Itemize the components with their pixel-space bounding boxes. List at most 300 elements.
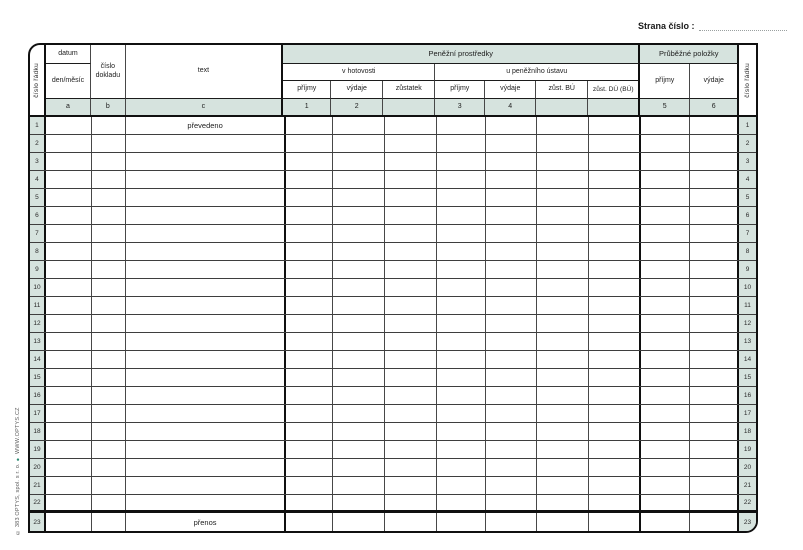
cell-ustav-vydaje bbox=[486, 351, 537, 368]
cell-ustav-vydaje bbox=[486, 297, 537, 314]
journal-row bbox=[30, 279, 756, 297]
cell-datum bbox=[46, 315, 92, 332]
cell-text bbox=[126, 315, 285, 332]
cell-hotovost-vydaje bbox=[333, 225, 385, 242]
cell-hotovost-prijmy bbox=[286, 441, 334, 458]
row-num-right: 6 bbox=[739, 207, 756, 224]
row-num-right: 1 bbox=[739, 117, 756, 134]
cell-hotovost-zustatek bbox=[385, 513, 437, 531]
cell-hotovost-vydaje bbox=[333, 171, 385, 188]
cell-zust-du-bu bbox=[589, 315, 641, 332]
page-number-field bbox=[638, 20, 787, 31]
cell-ustav-prijmy bbox=[437, 333, 487, 350]
cell-cislo-dokladu bbox=[92, 441, 127, 458]
cell-datum bbox=[46, 243, 92, 260]
u-penezniho-ustavu-header: u peněžního ústavu bbox=[435, 64, 640, 81]
cell-text bbox=[126, 135, 285, 152]
cell-prubezne-vydaje bbox=[690, 171, 739, 188]
cell-hotovost-vydaje bbox=[333, 477, 385, 494]
cell-ustav-vydaje bbox=[486, 117, 537, 134]
cell-hotovost-vydaje bbox=[333, 189, 385, 206]
cell-hotovost-prijmy bbox=[286, 459, 334, 476]
cell-zust-du-bu bbox=[589, 387, 641, 404]
row-num-left: 13 bbox=[30, 333, 46, 350]
cell-datum bbox=[46, 153, 92, 170]
cislo-radku-vertical-label-left: číslo řádku bbox=[33, 62, 41, 98]
cell-text bbox=[126, 423, 285, 440]
row-num-left: 15 bbox=[30, 369, 46, 386]
cell-hotovost-zustatek bbox=[385, 153, 437, 170]
cell-prubezne-vydaje bbox=[690, 351, 739, 368]
cell-text bbox=[126, 387, 285, 404]
journal-row bbox=[30, 189, 756, 207]
cell-zust-du-bu bbox=[589, 261, 641, 278]
row-num-left: 23 bbox=[30, 513, 46, 531]
col-number-6: 6 bbox=[690, 99, 739, 115]
cell-cislo-dokladu bbox=[92, 297, 127, 314]
cell-cislo-dokladu bbox=[92, 261, 127, 278]
cell-hotovost-zustatek bbox=[385, 279, 437, 296]
cell-hotovost-vydaje bbox=[333, 315, 385, 332]
cell-datum bbox=[46, 387, 92, 404]
cell-text bbox=[126, 297, 285, 314]
row-number-header-right bbox=[739, 45, 756, 115]
cell-ustav-prijmy bbox=[437, 459, 487, 476]
row-num-left: 12 bbox=[30, 315, 46, 332]
cell-hotovost-prijmy bbox=[286, 387, 334, 404]
journal-row bbox=[30, 405, 756, 423]
row-num-right: 2 bbox=[739, 135, 756, 152]
cell-ustav-vydaje bbox=[486, 135, 537, 152]
cell-zust-du-bu bbox=[589, 405, 641, 422]
cell-zust-du-bu bbox=[589, 189, 641, 206]
cell-ustav-vydaje bbox=[486, 279, 537, 296]
row-num-right: 5 bbox=[739, 189, 756, 206]
column-datum bbox=[46, 45, 91, 115]
cell-ustav-vydaje bbox=[486, 153, 537, 170]
cell-ustav-prijmy bbox=[437, 225, 487, 242]
cell-hotovost-vydaje bbox=[333, 441, 385, 458]
cell-prubezne-vydaje bbox=[690, 459, 739, 476]
cell-ustav-vydaje bbox=[486, 369, 537, 386]
cell-prubezne-vydaje bbox=[690, 477, 739, 494]
cell-zust-du-bu bbox=[589, 117, 641, 134]
cell-prubezne-vydaje bbox=[690, 297, 739, 314]
row-num-left: 21 bbox=[30, 477, 46, 494]
col-number-blank-zdu bbox=[588, 99, 640, 115]
row-num-right: 9 bbox=[739, 261, 756, 278]
cell-ustav-prijmy bbox=[437, 189, 487, 206]
col-letter-a: a bbox=[46, 99, 91, 115]
cell-hotovost-vydaje bbox=[333, 207, 385, 224]
cell-zust-du-bu bbox=[589, 135, 641, 152]
cell-datum bbox=[46, 459, 92, 476]
cell-hotovost-vydaje bbox=[333, 117, 385, 134]
row-num-right: 19 bbox=[739, 441, 756, 458]
col-number-3: 3 bbox=[435, 99, 485, 115]
cell-zust-bu bbox=[537, 225, 589, 242]
cell-zust-du-bu bbox=[589, 279, 641, 296]
cell-cislo-dokladu bbox=[92, 477, 127, 494]
cell-hotovost-zustatek bbox=[385, 315, 437, 332]
journal-row bbox=[30, 423, 756, 441]
cell-cislo-dokladu bbox=[92, 189, 127, 206]
cell-ustav-prijmy bbox=[437, 405, 487, 422]
cell-zust-bu bbox=[537, 405, 589, 422]
row-num-right: 13 bbox=[739, 333, 756, 350]
hotovost-vydaje-header: výdaje bbox=[331, 81, 383, 99]
cell-ustav-vydaje bbox=[486, 243, 537, 260]
cell-hotovost-zustatek bbox=[385, 351, 437, 368]
cell-cislo-dokladu bbox=[92, 513, 127, 531]
row-num-right: 17 bbox=[739, 405, 756, 422]
cell-hotovost-zustatek bbox=[385, 477, 437, 494]
cell-hotovost-vydaje bbox=[333, 333, 385, 350]
cell-zust-bu bbox=[537, 333, 589, 350]
cell-datum bbox=[46, 351, 92, 368]
datum-header: datum bbox=[46, 45, 91, 64]
journal-row bbox=[30, 207, 756, 225]
column-zust-bu bbox=[536, 81, 588, 115]
cell-zust-bu bbox=[537, 441, 589, 458]
group-penezni-prostredky bbox=[283, 45, 640, 115]
cell-prubezne-vydaje bbox=[690, 405, 739, 422]
cell-datum bbox=[46, 189, 92, 206]
row-num-right: 14 bbox=[739, 351, 756, 368]
cell-zust-bu bbox=[537, 153, 589, 170]
ustav-vydaje-header: výdaje bbox=[485, 81, 536, 99]
cell-zust-du-bu bbox=[589, 243, 641, 260]
cell-hotovost-vydaje bbox=[333, 243, 385, 260]
row-num-right: 3 bbox=[739, 153, 756, 170]
column-hotovost-zustatek bbox=[383, 81, 435, 115]
cell-hotovost-vydaje bbox=[333, 279, 385, 296]
cell-hotovost-vydaje bbox=[333, 369, 385, 386]
cell-prubezne-vydaje bbox=[690, 189, 739, 206]
row-num-left: 3 bbox=[30, 153, 46, 170]
cell-ustav-vydaje bbox=[486, 387, 537, 404]
cell-zust-du-bu bbox=[589, 297, 641, 314]
cell-hotovost-prijmy bbox=[286, 495, 334, 510]
cell-ustav-prijmy bbox=[437, 513, 487, 531]
text-header: text bbox=[126, 45, 284, 99]
cell-prubezne-vydaje bbox=[690, 153, 739, 170]
form-header bbox=[30, 45, 756, 115]
cell-hotovost-zustatek bbox=[385, 117, 437, 134]
cell-datum bbox=[46, 261, 92, 278]
cell-hotovost-zustatek bbox=[385, 333, 437, 350]
cell-hotovost-prijmy bbox=[286, 513, 334, 531]
cell-prubezne-prijmy bbox=[641, 189, 691, 206]
row-num-left: 10 bbox=[30, 279, 46, 296]
cell-cislo-dokladu bbox=[92, 117, 127, 134]
col-number-blank-zbu bbox=[536, 99, 588, 115]
cell-cislo-dokladu bbox=[92, 351, 127, 368]
cell-hotovost-prijmy bbox=[286, 405, 334, 422]
cell-datum bbox=[46, 171, 92, 188]
ustav-columns bbox=[435, 81, 640, 115]
cell-datum bbox=[46, 513, 92, 531]
cell-hotovost-vydaje bbox=[333, 135, 385, 152]
penezni-prostredky-header: Peněžní prostředky bbox=[283, 45, 640, 64]
cell-ustav-prijmy bbox=[437, 117, 487, 134]
cell-prubezne-prijmy bbox=[641, 513, 691, 531]
green-dot-icon: ● bbox=[15, 455, 21, 462]
cell-hotovost-zustatek bbox=[385, 243, 437, 260]
cell-hotovost-prijmy bbox=[286, 243, 334, 260]
cell-ustav-vydaje bbox=[486, 405, 537, 422]
cell-zust-bu bbox=[537, 513, 589, 531]
cell-text: převedeno bbox=[126, 117, 285, 134]
col-number-4: 4 bbox=[485, 99, 536, 115]
cell-hotovost-vydaje bbox=[333, 513, 385, 531]
cell-cislo-dokladu bbox=[92, 243, 127, 260]
cell-cislo-dokladu bbox=[92, 495, 127, 510]
cell-ustav-vydaje bbox=[486, 459, 537, 476]
row-num-right: 18 bbox=[739, 423, 756, 440]
column-zust-du-bu bbox=[588, 81, 640, 115]
cell-zust-du-bu bbox=[589, 423, 641, 440]
cell-hotovost-zustatek bbox=[385, 189, 437, 206]
journal-row bbox=[30, 369, 756, 387]
journal-row bbox=[30, 135, 756, 153]
cell-ustav-vydaje bbox=[486, 495, 537, 510]
group-prubezne-polozky bbox=[640, 45, 739, 115]
page-number-blank-line bbox=[699, 20, 787, 31]
cell-cislo-dokladu bbox=[92, 459, 127, 476]
copyright-text: © 383 OPTYS, spol. s r. o. bbox=[15, 463, 21, 535]
cell-hotovost-zustatek bbox=[385, 171, 437, 188]
prubezne-polozky-header: Průběžné položky bbox=[640, 45, 739, 64]
cell-prubezne-prijmy bbox=[641, 225, 691, 242]
cell-text bbox=[126, 189, 285, 206]
zust-du-bu-header: zůst. DÚ (BÚ) bbox=[588, 81, 640, 99]
cell-hotovost-prijmy bbox=[286, 171, 334, 188]
form-rows bbox=[30, 117, 756, 531]
cell-ustav-vydaje bbox=[486, 207, 537, 224]
cell-prubezne-prijmy bbox=[641, 495, 691, 510]
journal-row bbox=[30, 261, 756, 279]
cell-hotovost-vydaje bbox=[333, 297, 385, 314]
cell-prubezne-prijmy bbox=[641, 351, 691, 368]
cell-ustav-vydaje bbox=[486, 477, 537, 494]
cell-ustav-vydaje bbox=[486, 315, 537, 332]
cell-text bbox=[126, 477, 285, 494]
cell-hotovost-prijmy bbox=[286, 351, 334, 368]
cell-hotovost-zustatek bbox=[385, 495, 437, 510]
cell-zust-bu bbox=[537, 297, 589, 314]
row-num-left: 22 bbox=[30, 495, 46, 510]
cell-cislo-dokladu bbox=[92, 423, 127, 440]
cell-prubezne-prijmy bbox=[641, 459, 691, 476]
cell-hotovost-vydaje bbox=[333, 495, 385, 510]
journal-row bbox=[30, 315, 756, 333]
cell-cislo-dokladu bbox=[92, 387, 127, 404]
cell-prubezne-prijmy bbox=[641, 477, 691, 494]
row-num-left: 4 bbox=[30, 171, 46, 188]
column-text bbox=[126, 45, 284, 115]
cell-cislo-dokladu bbox=[92, 315, 127, 332]
cell-hotovost-prijmy bbox=[286, 225, 334, 242]
journal-row bbox=[30, 441, 756, 459]
journal-row bbox=[30, 225, 756, 243]
row-num-right: 8 bbox=[739, 243, 756, 260]
row-num-left: 20 bbox=[30, 459, 46, 476]
page-number-label: Strana číslo : bbox=[638, 21, 695, 31]
cell-text bbox=[126, 441, 285, 458]
journal-row bbox=[30, 387, 756, 405]
cell-ustav-prijmy bbox=[437, 351, 487, 368]
cell-hotovost-zustatek bbox=[385, 225, 437, 242]
row-num-right: 12 bbox=[739, 315, 756, 332]
cell-zust-bu bbox=[537, 135, 589, 152]
cell-prubezne-vydaje bbox=[690, 513, 739, 531]
cell-cislo-dokladu bbox=[92, 207, 127, 224]
cell-datum bbox=[46, 117, 92, 134]
cell-text bbox=[126, 459, 285, 476]
row-num-left: 2 bbox=[30, 135, 46, 152]
cell-cislo-dokladu bbox=[92, 405, 127, 422]
cell-zust-du-bu bbox=[589, 351, 641, 368]
journal-row bbox=[30, 153, 756, 171]
cell-hotovost-vydaje bbox=[333, 351, 385, 368]
row-num-left: 7 bbox=[30, 225, 46, 242]
cell-text bbox=[126, 405, 285, 422]
ustav-prijmy-header: příjmy bbox=[435, 81, 485, 99]
cell-zust-bu bbox=[537, 279, 589, 296]
cell-cislo-dokladu bbox=[92, 153, 127, 170]
cell-hotovost-zustatek bbox=[385, 297, 437, 314]
row-num-left: 14 bbox=[30, 351, 46, 368]
cell-prubezne-vydaje bbox=[690, 117, 739, 134]
cash-journal-form bbox=[28, 43, 758, 533]
cell-hotovost-vydaje bbox=[333, 387, 385, 404]
journal-row bbox=[30, 477, 756, 495]
cell-hotovost-prijmy bbox=[286, 207, 334, 224]
column-cislo-dokladu bbox=[91, 45, 125, 115]
cell-hotovost-zustatek bbox=[385, 459, 437, 476]
cell-ustav-prijmy bbox=[437, 261, 487, 278]
cell-hotovost-prijmy bbox=[286, 315, 334, 332]
cell-prubezne-prijmy bbox=[641, 207, 691, 224]
cell-ustav-prijmy bbox=[437, 135, 487, 152]
col-number-2: 2 bbox=[331, 99, 383, 115]
row-num-right: 16 bbox=[739, 387, 756, 404]
cell-ustav-prijmy bbox=[437, 423, 487, 440]
cell-prubezne-vydaje bbox=[690, 441, 739, 458]
column-hotovost-vydaje bbox=[331, 81, 383, 115]
column-prubezne-prijmy bbox=[640, 64, 690, 115]
cell-datum bbox=[46, 135, 92, 152]
cell-datum bbox=[46, 477, 92, 494]
col-letter-b: b bbox=[91, 99, 125, 115]
cell-ustav-prijmy bbox=[437, 171, 487, 188]
cell-zust-du-bu bbox=[589, 333, 641, 350]
zust-bu-header: zůst. BÚ bbox=[536, 81, 588, 99]
cell-ustav-prijmy bbox=[437, 207, 487, 224]
row-num-left: 8 bbox=[30, 243, 46, 260]
cell-hotovost-zustatek bbox=[385, 441, 437, 458]
cell-zust-bu bbox=[537, 315, 589, 332]
cell-ustav-vydaje bbox=[486, 441, 537, 458]
cell-text bbox=[126, 171, 285, 188]
den-mesic-header: den/měsíc bbox=[46, 64, 91, 99]
cell-prubezne-vydaje bbox=[690, 279, 739, 296]
column-ustav-prijmy bbox=[435, 81, 485, 115]
cell-hotovost-zustatek bbox=[385, 261, 437, 278]
cell-zust-bu bbox=[537, 261, 589, 278]
cell-ustav-prijmy bbox=[437, 387, 487, 404]
journal-row bbox=[30, 117, 756, 135]
cell-text bbox=[126, 225, 285, 242]
cell-zust-bu bbox=[537, 495, 589, 510]
cell-ustav-prijmy bbox=[437, 297, 487, 314]
cell-datum bbox=[46, 495, 92, 510]
cell-prubezne-prijmy bbox=[641, 117, 691, 134]
cell-hotovost-zustatek bbox=[385, 207, 437, 224]
row-num-left: 17 bbox=[30, 405, 46, 422]
journal-row bbox=[30, 333, 756, 351]
prubezne-columns bbox=[640, 64, 739, 115]
cell-prubezne-prijmy bbox=[641, 333, 691, 350]
cell-datum bbox=[46, 405, 92, 422]
cell-hotovost-prijmy bbox=[286, 153, 334, 170]
cell-zust-du-bu bbox=[589, 513, 641, 531]
cell-cislo-dokladu bbox=[92, 279, 127, 296]
cell-hotovost-prijmy bbox=[286, 297, 334, 314]
cell-zust-du-bu bbox=[589, 369, 641, 386]
cell-zust-bu bbox=[537, 477, 589, 494]
cell-ustav-vydaje bbox=[486, 513, 537, 531]
cell-hotovost-prijmy bbox=[286, 117, 334, 134]
row-num-left: 19 bbox=[30, 441, 46, 458]
cell-hotovost-zustatek bbox=[385, 369, 437, 386]
cell-text bbox=[126, 279, 285, 296]
cell-cislo-dokladu bbox=[92, 171, 127, 188]
cell-cislo-dokladu bbox=[92, 333, 127, 350]
cell-prubezne-vydaje bbox=[690, 243, 739, 260]
v-hotovosti-header: v hotovosti bbox=[283, 64, 435, 81]
journal-row bbox=[30, 171, 756, 189]
cell-prubezne-prijmy bbox=[641, 405, 691, 422]
cell-zust-bu bbox=[537, 459, 589, 476]
cell-zust-bu bbox=[537, 387, 589, 404]
column-prubezne-vydaje bbox=[690, 64, 739, 115]
hotovost-prijmy-header: příjmy bbox=[283, 81, 331, 99]
cell-hotovost-vydaje bbox=[333, 261, 385, 278]
col-number-blank-zustatek bbox=[383, 99, 435, 115]
cell-hotovost-vydaje bbox=[333, 423, 385, 440]
cell-ustav-vydaje bbox=[486, 333, 537, 350]
prubezne-prijmy-header: příjmy bbox=[640, 64, 690, 99]
cell-hotovost-prijmy bbox=[286, 423, 334, 440]
cell-hotovost-vydaje bbox=[333, 153, 385, 170]
cell-prubezne-prijmy bbox=[641, 279, 691, 296]
cell-zust-bu bbox=[537, 117, 589, 134]
cell-ustav-prijmy bbox=[437, 369, 487, 386]
cell-zust-bu bbox=[537, 369, 589, 386]
cell-zust-du-bu bbox=[589, 153, 641, 170]
cell-zust-bu bbox=[537, 207, 589, 224]
col-number-5: 5 bbox=[640, 99, 690, 115]
row-num-right: 10 bbox=[739, 279, 756, 296]
cell-prubezne-vydaje bbox=[690, 225, 739, 242]
cell-zust-bu bbox=[537, 423, 589, 440]
cislo-radku-vertical-label-right: číslo řádku bbox=[743, 62, 751, 98]
cell-hotovost-prijmy bbox=[286, 135, 334, 152]
cislo-dokladu-header: číslo dokladu bbox=[91, 45, 125, 99]
cell-prubezne-prijmy bbox=[641, 423, 691, 440]
